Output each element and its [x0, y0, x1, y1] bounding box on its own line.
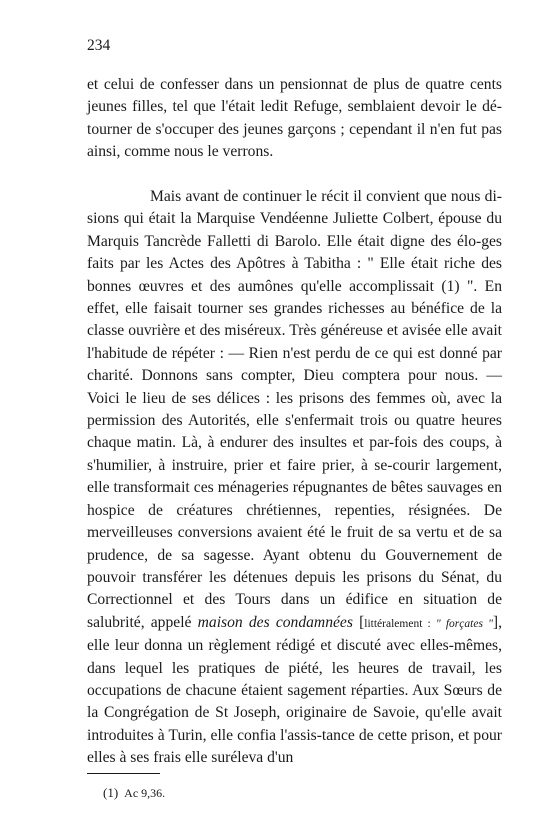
bracket-italic: " forçates " [435, 617, 493, 630]
bracket-close: ] [492, 613, 499, 631]
paragraph-2 [87, 186, 502, 770]
paragraph-2-text-start: Mais avant de continuer le récit il convient que nous di-sions qui était la Marquise Vendéenne Juliette Colbert, épouse du Marquis Tancrède Falletti di Barolo. Elle était digne des élo-ges faits par les Actes des Apôtres à Tabitha : " Elle était riche des bonnes œuvres et des aumônes qu'elle accomplissait (1) ". En effet, elle faisait tourner ses grandes richesses au bénéfice de la classe ouvrière et des miséreux. Très généreuse et avisée elle avait l'habitude de répéter : — Rien n'est perdu de ce qui est donné par charité. Donnons sans compter, Dieu comptera pour nous. — Voici le lieu de ses délices : les prisons des femmes où, avec la permission des Autorités, elle s'enfermait trois ou quatre heures chaque matin. Là, à endurer des insultes et par-fois des coups, à s'humilier, à instruire, prier et faire prier, à se-courir largement, elle transformait ces ménageries répugnantes de bêtes sauvages en hospice de créatures chrétiennes, repenties, résignées. De merveilleuses conversions avaient été le fruit de sa vertu et de sa prudence, de sa sagesse. Ayant obtenu du Gouvernement de pouvoir transférer les détenues depuis les prisons du Sénat, du Correctionnel et des Tours dans un édifice en situation de salubrité, appelé [87, 188, 502, 631]
body-text [87, 74, 502, 770]
footnote-separator [87, 773, 160, 774]
page-number: 234 [87, 37, 111, 54]
italic-term: maison des condamnées [197, 613, 353, 631]
footnote-ref: (1) [103, 785, 119, 800]
footnote-text: Ac 9,36. [124, 786, 166, 800]
footnote [103, 785, 165, 801]
bracket-label: littéralement : [364, 617, 436, 630]
paragraph-1: et celui de confesser dans un pensionnat de plus de quatre cents jeunes filles, tel que l'était ledit Refuge, semblaient devoir le dé-tourner de s'occuper des jeunes garçons ; cependant il n'en fut pas ainsi, comme nous le verrons. [87, 76, 502, 161]
bracket-open: [ [352, 613, 365, 631]
paragraph-2-text-end: , elle leur donna un règlement rédigé et discuté avec elles-mêmes, dans lequel les pratiques de piété, les heures de travail, les occupations de chacune étaient sagement réparties. Aux Sœurs de la Congrégation de St Joseph, originaire de Savoie, qu'elle avait introduites à Turin, elle confia l'assis-tance de cette prison, et pour elles à ses frais elle suréleva d'un [87, 613, 503, 767]
